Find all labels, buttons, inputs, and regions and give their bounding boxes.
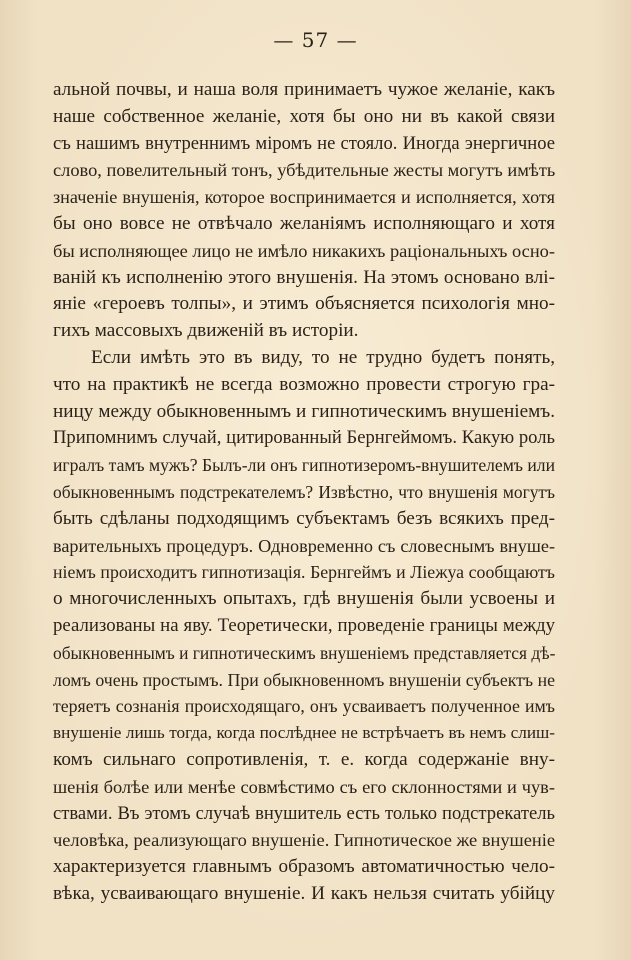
text-line: обыкновеннымъ подстрекателемъ? Извѣстно, что внушенія могутъ [53,481,555,502]
text-line: ницу между обыкновеннымъ и гипнотическимъ внушеніемъ. [53,400,555,422]
text-line: обыкновеннымъ и гипнотическимъ внушеніемъ представляется дѣ- [53,642,555,663]
text-line: о многочисленныхъ опытахъ, гдѣ внушенія были усвоены и [53,588,555,610]
text-line: Припомнимъ случай, цитированный Бернгеймомъ. Какую роль [53,427,555,449]
text-line: слово, повелительный тонъ, убѣдительные жесты могутъ имѣть [53,160,555,181]
text-line: варительныхъ процедуръ. Одновременно съ словеснымъ внуше- [53,535,555,556]
text-line: Если имѣть это въ виду, то не трудно будетъ понять, [91,346,555,368]
text-line: ломъ очень простымъ. При обыкновенномъ внушеніи субъектъ не [53,669,555,690]
paragraph-1 [53,77,555,345]
text-line: наше собственное желаніе, хотя бы оно ни въ какой связи [53,105,555,127]
text-line: альной почвы, и наша воля принимаетъ чужое желаніе, какъ [53,79,555,100]
text-line: человѣка, реализующаго внушеніе. Гипнотическое же внушеніе [53,830,555,851]
text-line: бы исполняющее лицо не имѣло никакихъ раціональныхъ осно- [53,240,555,261]
text-body [53,77,555,908]
page-number: — 57 — [273,28,358,52]
text-line: что на практикѣ не всегда возможно провести строгую гра- [53,373,555,395]
text-line: внушеніе лишь тогда, когда послѣднее не встрѣчаетъ въ немъ слиш- [53,723,555,743]
text-line: ваній къ исполненію этого внушенія. На этомъ основано влі- [53,266,555,288]
text-line: гихъ массовыхъ движеній въ исторіи. [53,320,359,342]
text-line: характеризуется главнымъ образомъ автоматичностью чело- [53,856,555,878]
text-line: вѣка, усваивающаго внушеніе. И какъ нельзя считать убійцу [53,882,555,904]
text-line: яніе «героевъ толпы», и этимъ объясняется психологія мно- [53,293,555,315]
text-line: значеніе внушенія, которое воспринимается и исполняется, хотя [53,187,555,208]
text-line: комъ сильнаго сопротивленія, т. е. когда содержаніе вну- [53,748,555,770]
text-line: бы оно вовсе не отвѣчало желаніямъ исполняющаго и хотя [53,212,555,234]
text-line: игралъ тамъ мужъ? Былъ-ли онъ гипнотизеромъ-внушителемъ или [53,455,555,476]
text-line: съ нашимъ внутреннимъ міромъ не стояло. Иногда энергичное [53,132,555,154]
text-line: ніемъ происходитъ гипнотизація. Бернгеймъ и Ліежуа сообщаютъ [53,562,555,583]
paragraph-2 [53,345,555,908]
text-line: шенія болѣе или менѣе совмѣстимо съ его склонностями и чув- [53,776,555,797]
text-line: быть сдѣланы подходящимъ субъектамъ безъ всякихъ пред- [53,507,555,529]
text-line: реализованы на яву. Теоретически, проведеніе границы между [53,614,555,636]
text-line: ствами. Въ этомъ случаѣ внушитель есть только подстрекатель [53,802,555,824]
text-line: теряетъ сознанія происходящаго, онъ усваиваетъ полученное имъ [53,696,555,717]
